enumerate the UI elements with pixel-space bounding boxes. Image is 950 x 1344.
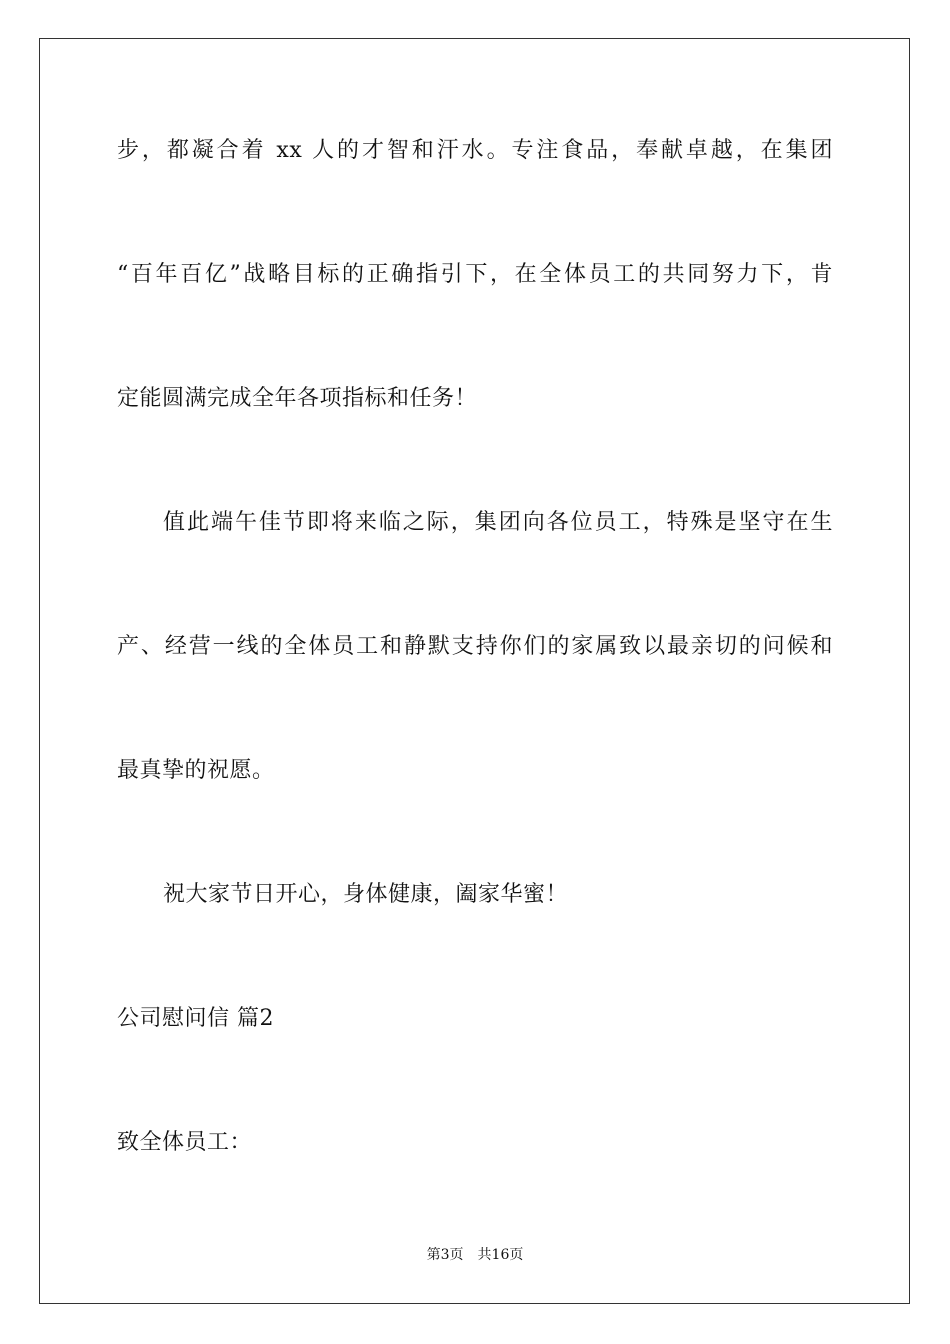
- paragraph-2-line-2-text: 产、经营一线的全体员工和静默支持你们的家属致以最亲切的问候和: [117, 634, 833, 659]
- paragraph-2-line-1-text: 值此端午佳节即将来临之际，集团向各位员工，特殊是坚守在生: [163, 510, 833, 535]
- paragraph-1-line-2-text: “百年百亿”战略目标的正确指引下，在全体员工的共同努力下，肯: [117, 262, 833, 287]
- paragraph-2-line-1: [117, 508, 833, 538]
- salutation-text: 致全体员工：: [117, 1130, 253, 1155]
- section-heading-text: 公司慰问信 篇2: [117, 1006, 274, 1031]
- total-pages: 共16页: [477, 1247, 524, 1263]
- section-heading: [117, 1004, 833, 1034]
- paragraph-1-line-3-text: 定能圆满完成全年各项指标和任务！: [117, 386, 478, 411]
- paragraph-3-text: 祝大家节日开心，身体健康，阖家华蜜！: [163, 882, 569, 907]
- page-footer: [0, 1245, 950, 1265]
- page-border: [39, 38, 910, 1304]
- paragraph-1-line-1: [117, 136, 833, 166]
- paragraph-2-line-3: [117, 756, 833, 786]
- paragraph-3: [117, 880, 833, 910]
- paragraph-1-line-2: [117, 260, 833, 290]
- salutation: [117, 1128, 833, 1158]
- current-page-number: 第3页: [426, 1247, 464, 1263]
- paragraph-1-line-1-text: 步，都凝合着 xx 人的才智和汗水。专注食品，奉献卓越，在集团: [117, 138, 833, 163]
- paragraph-2-line-2: [117, 632, 833, 662]
- paragraph-1-line-3: [117, 384, 833, 414]
- paragraph-2-line-3-text: 最真挚的祝愿。: [117, 758, 275, 783]
